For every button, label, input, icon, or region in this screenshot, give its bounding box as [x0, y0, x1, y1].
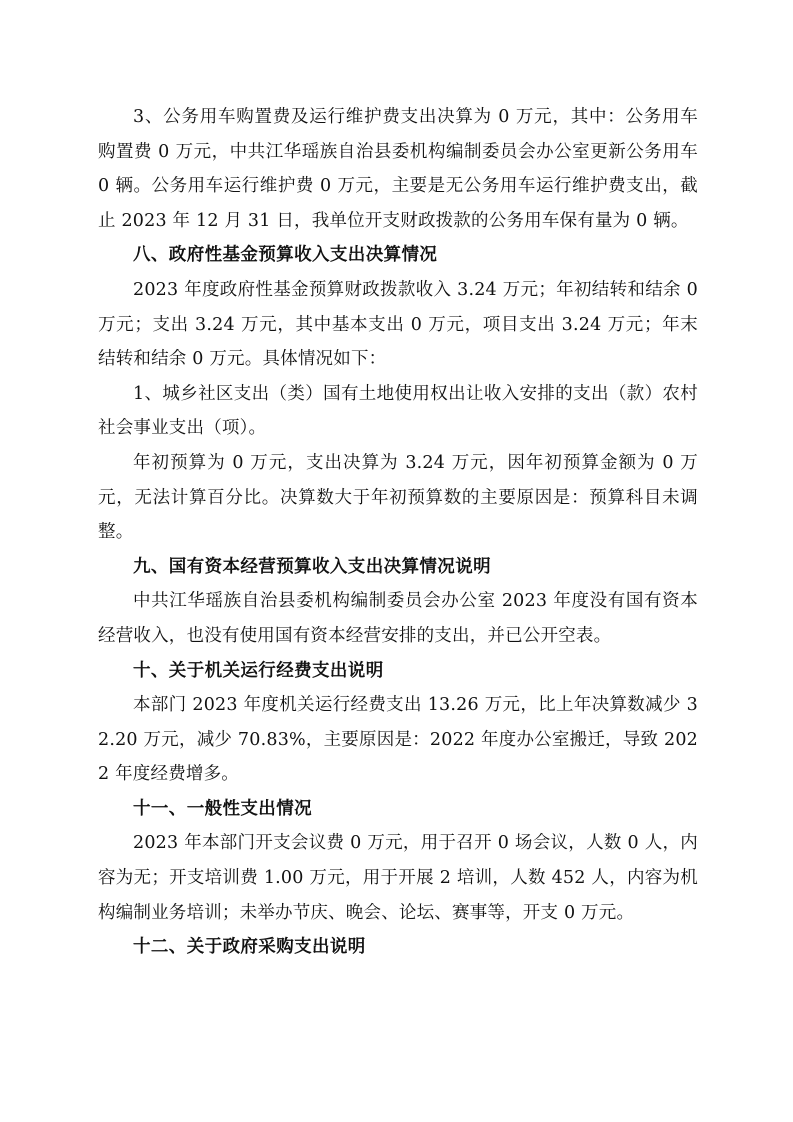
- heading-general-expense: 十一、一般性支出情况: [133, 798, 312, 819]
- paragraph-general-expense: 2023 年本部门开支会议费 0 万元，用于召开 0 场会议，人数 0 人，内容为无；开支培训费 1.00 万元，用于开展 2 培训，人数 452 人，内容为机构编制业务培训；未举办节庆、晚会、论坛、赛事等，开支 0 万元。: [98, 833, 698, 923]
- paragraph-operating-expense: 本部门 2023 年度机关运行经费支出 13.26 万元，比上年决算数减少 32.20 万元，减少 70.83%，主要原因是：2022 年度办公室搬迁，导致 2022 年度经费增多。: [98, 695, 698, 785]
- heading-state-capital: 九、国有资本经营预算收入支出决算情况说明: [133, 556, 491, 577]
- paragraph-fund-item: 1、城乡社区支出（类）国有土地使用权出让收入安排的支出（款）农村社会事业支出（项）。: [98, 383, 698, 439]
- paragraph-fund-summary: 2023 年度政府性基金预算财政拨款收入 3.24 万元；年初结转和结余 0 万元；支出 3.24 万元，其中基本支出 0 万元，项目支出 3.24 万元；年末结转和结余 0 万元。具体情况如下：: [98, 279, 698, 370]
- heading-procurement: 十二、关于政府采购支出说明: [133, 937, 366, 958]
- paragraph-fund-budget: 年初预算为 0 万元，支出决算为 3.24 万元，因年初预算金额为 0 万元，无法计算百分比。决算数大于年初预算数的主要原因是：预算科目未调整。: [98, 452, 698, 543]
- paragraph-state-capital: 中共江华瑶族自治县委机构编制委员会办公室 2023 年度没有国有资本经营收入，也没有使用国有资本经营安排的支出，并已公开空表。: [98, 591, 698, 646]
- heading-government-fund: 八、政府性基金预算收入支出决算情况: [133, 245, 438, 266]
- paragraph-vehicle-expense: 3、公务用车购置费及运行维护费支出决算为 0 万元，其中：公务用车购置费 0 万元，中共江华瑶族自治县委机构编制委员会办公室更新公务用车 0 辆。公务用车运行维护费 0 万元，主要是无公务用车运行维护费支出，截止 2023 年 12 月 31 日，我单位开支财政拨款的公务用车保有量为 0 辆。: [98, 107, 698, 231]
- heading-operating-expense: 十、关于机关运行经费支出说明: [133, 660, 384, 681]
- document-page: [98, 100, 698, 965]
